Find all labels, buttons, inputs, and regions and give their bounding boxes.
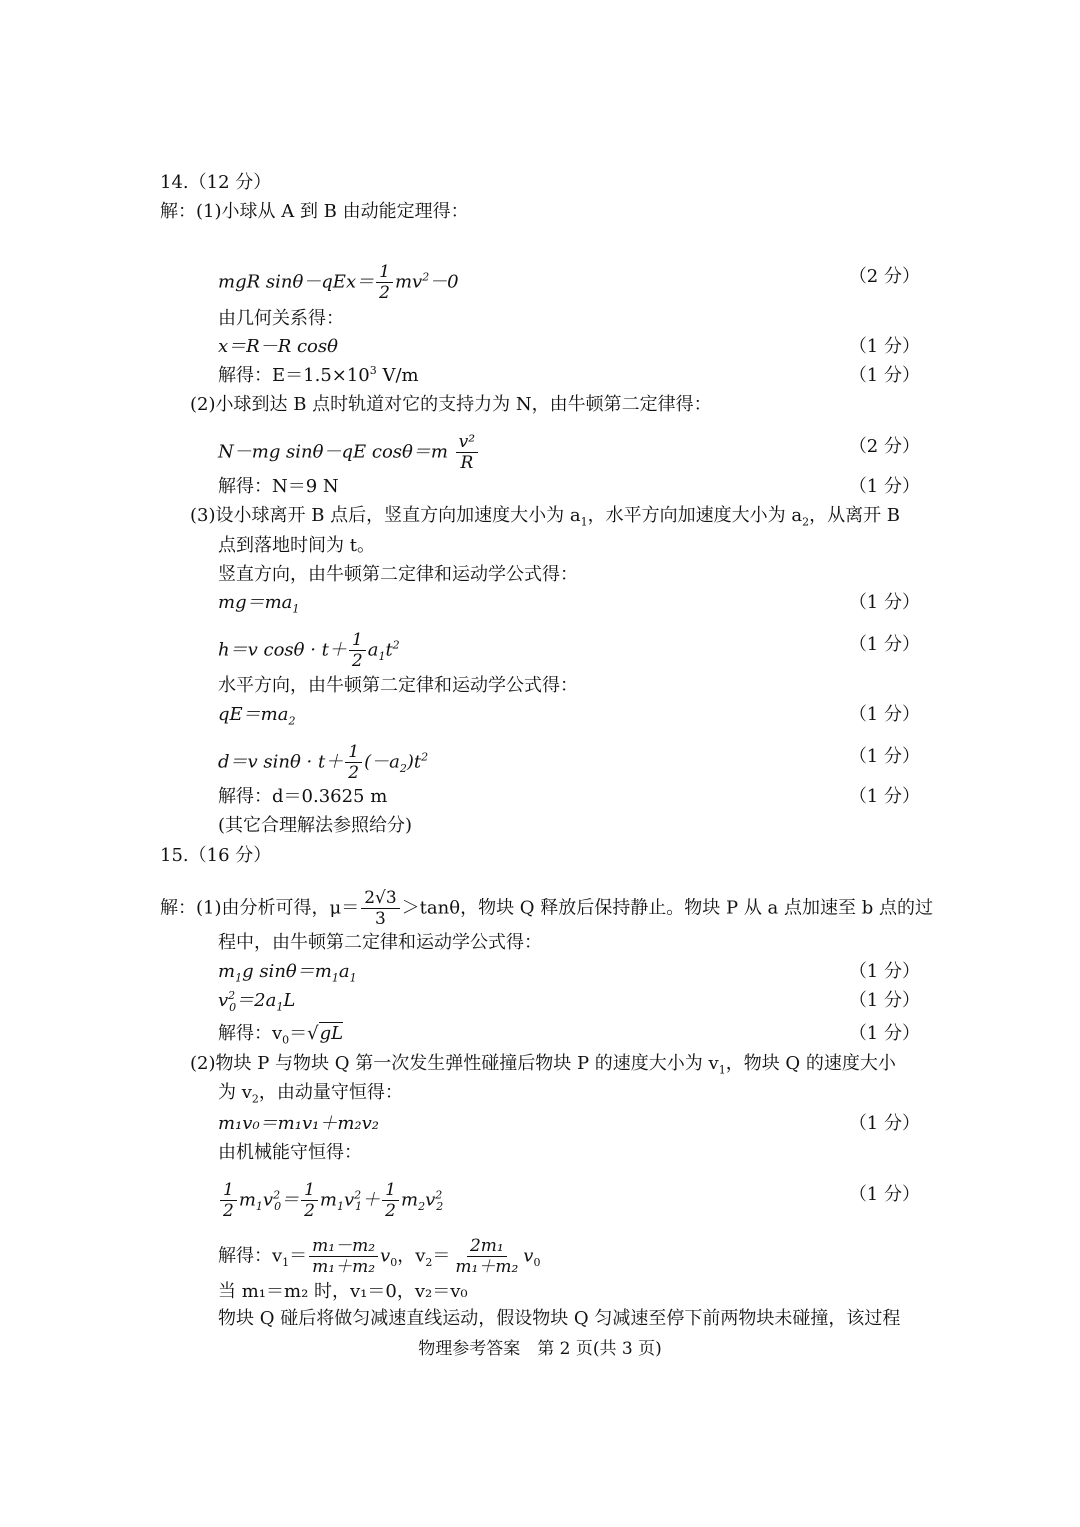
q15-part1-line1: 解：(1)由分析可得，μ＝ $\frac{2√3}{3}$ ＞tanθ，物块 Q 释放后保持静止。物块 P 从 a 点加速至 b 点的过 — [160, 888, 933, 929]
q14-eq5: h＝v cosθ · t＋ $\frac{1}{2}$ $a_1t^2$ — [218, 630, 400, 671]
q14-result1: 解得：$E=1.5\times 10^3$ V/m — [218, 364, 419, 386]
score: （1 分） — [848, 746, 920, 767]
q15-energy: 由机械能守恒得： — [218, 1142, 362, 1163]
q14-note: (其它合理解法参照给分) — [218, 815, 413, 836]
q14-vertical: 竖直方向，由牛顿第二定律和运动学公式得： — [218, 564, 578, 585]
q14-part1-intro: 解：(1)小球从 A 到 B 由动能定理得： — [160, 201, 469, 222]
q14-part3-line2: 点到落地时间为 t。 — [218, 535, 375, 556]
q14-eq2: x＝R－R cosθ — [218, 336, 338, 357]
fraction-half: $\frac{1}{2}$ — [345, 742, 362, 783]
score: （1 分） — [848, 476, 920, 497]
score: （1 分） — [848, 786, 920, 807]
fraction-half: $\frac{1}{2}$ — [349, 630, 366, 671]
page-footer: 物理参考答案 第 2 页(共 3 页) — [418, 1339, 662, 1359]
q14-geometry: 由几何关系得： — [218, 308, 344, 329]
q14-eq3: N－mg sinθ－qE cosθ＝m $\frac{\text{v²}}{R}$ — [218, 432, 480, 473]
q15-header: 15.（16 分） — [160, 845, 272, 866]
q15-when: 当 m₁＝m₂ 时，v₁＝0，v₂＝v₀ — [218, 1281, 468, 1302]
score: （1 分） — [848, 1113, 920, 1134]
score: （1 分） — [848, 704, 920, 725]
q14-part3-line1: (3)设小球离开 B 点后，竖直方向加速度大小为 $a_1$，水平方向加速度大小为 $a_2$，从离开 B — [190, 505, 901, 529]
fraction-2sqrt3-over-3: $\frac{2√3}{3}$ — [361, 888, 399, 929]
q14-eq6: $qE=ma_2$ — [218, 704, 296, 728]
q14-result2: 解得：N＝9 N — [218, 476, 339, 497]
q15-result2: 解得：$v_1=$ $\frac{\text{m₁－m₂}}{\text{m₁＋m₂}}$ $v_0$，$v_2=$ $\frac{\text{2m₁}}{\text{m₁＋m₂}}$ $v_0$ — [218, 1236, 541, 1277]
q14-horizontal: 水平方向，由牛顿第二定律和运动学公式得： — [218, 675, 578, 696]
score: （1 分） — [848, 365, 920, 386]
score: （1 分） — [848, 634, 920, 655]
q15-eq1: $m_1g$ $\sin\theta=m_1a_1$ — [218, 961, 357, 985]
score: （1 分） — [848, 961, 920, 982]
q15-result1: 解得：$v_0=√gL$ — [218, 1023, 344, 1047]
q15-eq2: $v^2_0=2a_1L$ — [218, 989, 296, 1014]
fraction-half: $\frac{1}{2}$ — [376, 262, 393, 303]
score: （1 分） — [848, 336, 920, 357]
q14-eq4: $mg=ma_1$ — [218, 592, 300, 616]
q15-last-line: 物块 Q 碰后将做匀减速直线运动，假设物块 Q 匀减速至停下前两物块未碰撞，该过程 — [218, 1308, 901, 1329]
q15-part2-line2: 为 $v_2$，由动量守恒得： — [218, 1082, 403, 1106]
q14-eq1: mgR sinθ－qEx＝ $\frac{1}{2}$ $mv^2-0$ — [218, 262, 459, 303]
score: （2 分） — [848, 436, 920, 457]
score: （1 分） — [848, 592, 920, 613]
score: （1 分） — [848, 990, 920, 1011]
q15-part1-line2: 程中，由牛顿第二定律和运动学公式得： — [218, 932, 542, 953]
q15-part2-line1: (2)物块 P 与物块 Q 第一次发生弹性碰撞后物块 P 的速度大小为 $v_1$，物块 Q 的速度大小 — [190, 1053, 896, 1077]
q15-eq3: m₁v₀＝m₁v₁＋m₂v₂ — [218, 1113, 380, 1134]
score: （1 分） — [848, 1023, 920, 1044]
q14-eq7: d＝v sinθ · t＋ $\frac{1}{2}$ $(-a_2)t^2$ — [218, 742, 429, 783]
q15-eq4: $\frac{1}{2}$ $m_1v^2_0=$ $\frac{1}{2}$ $m_1v^2_1+$ $\frac{1}{2}$ $m_2v^2_2$ — [218, 1180, 443, 1221]
q14-header: 14.（12 分） — [160, 172, 272, 193]
fraction-v2-over-R: $\frac{\text{v²}}{R}$ — [456, 432, 478, 473]
score: （1 分） — [848, 1184, 920, 1205]
q14-result3: 解得：d＝0.3625 m — [218, 786, 388, 807]
q14-part2: (2)小球到达 B 点时轨道对它的支持力为 N，由牛顿第二定律得： — [190, 394, 712, 415]
score: （2 分） — [848, 266, 920, 287]
